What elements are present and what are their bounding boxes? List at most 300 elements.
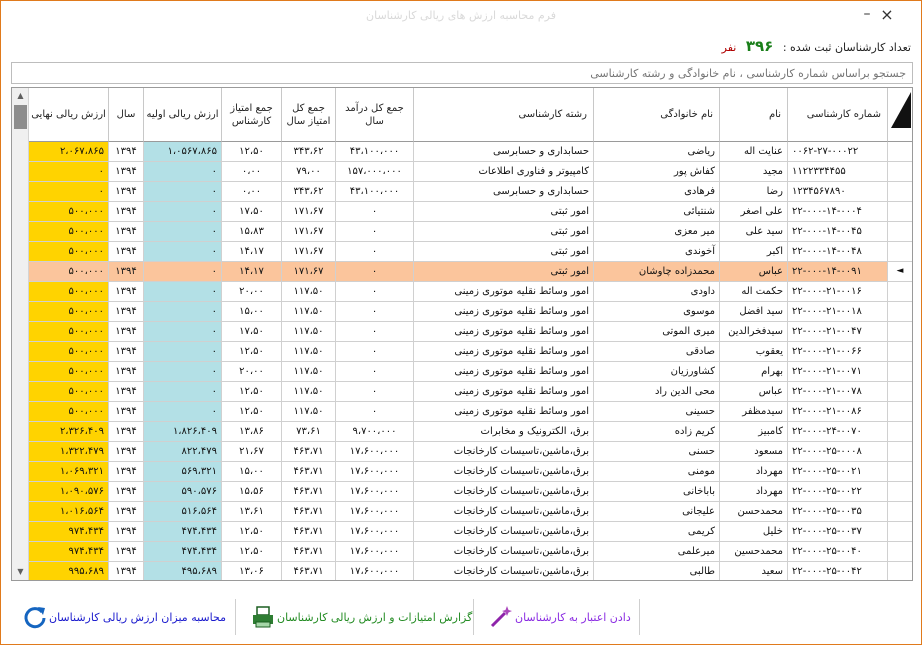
cell-id[interactable]: ۲۲-۰۰۰-۲۵-۰۰۴۲ [788,562,888,581]
cell-field[interactable]: امور وسائط نقلیه موتوری زمینی [414,362,594,382]
cell-last[interactable]: فرهادی [594,182,720,202]
cell-id[interactable]: ۲۲-۰۰۰-۱۴-۰۰۴۸ [788,242,888,262]
cell-field[interactable]: برق،ماشین،تاسیسات کارخانجات [414,482,594,502]
scroll-up-icon[interactable]: ▲ [17,91,24,100]
cell-first[interactable]: سعید [720,562,788,581]
cell-score-year[interactable]: ۱۱۷،۵۰ [282,382,336,402]
vertical-scrollbar[interactable] [12,88,29,580]
table-row[interactable] [29,162,912,182]
cell-base-value[interactable]: ۰ [144,242,222,262]
registered-count [601,37,911,57]
cell-income[interactable]: ۹،۷۰۰،۰۰۰ [336,422,414,442]
table-row[interactable] [29,462,912,482]
cell-field[interactable]: برق،ماشین،تاسیسات کارخانجات [414,442,594,462]
cell-income[interactable]: ۰ [336,222,414,242]
cell-income[interactable]: ۱۷،۶۰۰،۰۰۰ [336,542,414,562]
row-header[interactable] [888,342,912,362]
cell-id[interactable]: ۲۲-۰۰۰-۲۵-۰۰۲۱ [788,462,888,482]
cell-first[interactable]: یعقوب [720,342,788,362]
cell-final-value[interactable]: ۲،۳۲۶،۴۰۹ [29,422,109,442]
cell-last[interactable]: کریم زاده [594,422,720,442]
cell-year[interactable]: ۱۳۹۴ [109,262,144,282]
cell-id[interactable]: ۲۲-۰۰۰-۱۴-۰۰۹۱ [788,262,888,282]
cell-id[interactable]: ۲۲-۰۰۰-۲۵-۰۰۳۷ [788,522,888,542]
cell-score-year[interactable]: ۱۷۱،۶۷ [282,202,336,222]
cell-income[interactable]: ۱۷،۶۰۰،۰۰۰ [336,562,414,581]
column-header-income[interactable]: جمع کل درآمد سال [336,88,414,142]
row-header[interactable] [888,502,912,522]
cell-score-year[interactable]: ۴۶۳،۷۱ [282,522,336,542]
cell-last[interactable]: کشاورزیان [594,362,720,382]
table-row[interactable] [29,342,912,362]
cell-field[interactable]: حسابداری و حسابرسی [414,182,594,202]
row-header[interactable] [888,302,912,322]
table-row[interactable] [29,222,912,242]
cell-id[interactable]: ۱۲۳۴۵۶۷۸۹۰ [788,182,888,202]
row-header[interactable] [888,442,912,462]
column-header-final-value[interactable]: ارزش ریالی نهایی [29,88,109,142]
cell-last[interactable]: میر معزی [594,222,720,242]
table-row[interactable] [29,202,912,222]
cell-score-expert[interactable]: ۱۴،۱۷ [222,262,282,282]
cell-score-year[interactable]: ۱۱۷،۵۰ [282,282,336,302]
cell-first[interactable]: سیدمظفر [720,402,788,422]
cell-field[interactable]: امور وسائط نقلیه موتوری زمینی [414,282,594,302]
row-pointer-icon[interactable]: ◄ [888,262,912,282]
cell-score-expert[interactable]: ۱۴،۱۷ [222,242,282,262]
cell-final-value[interactable]: ۵۰۰،۰۰۰ [29,202,109,222]
cell-income[interactable]: ۰ [336,382,414,402]
cell-base-value[interactable]: ۰ [144,162,222,182]
column-header-score-expert[interactable]: جمع امتیاز کارشناس [222,88,282,142]
cell-score-expert[interactable]: ۱۲،۵۰ [222,142,282,162]
cell-final-value[interactable]: ۱،۰۱۶،۵۶۴ [29,502,109,522]
table-row[interactable] [29,282,912,302]
cell-first[interactable]: بهرام [720,362,788,382]
row-header[interactable] [888,362,912,382]
cell-year[interactable]: ۱۳۹۴ [109,422,144,442]
cell-base-value[interactable]: ۰ [144,262,222,282]
row-header[interactable] [888,282,912,302]
cell-score-expert[interactable]: ۱۵،۰۰ [222,462,282,482]
cell-score-year[interactable]: ۴۶۳،۷۱ [282,462,336,482]
cell-field[interactable]: برق،ماشین،تاسیسات کارخانجات [414,462,594,482]
table-row[interactable] [29,482,912,502]
cell-score-expert[interactable]: ۱۵،۰۰ [222,302,282,322]
cell-last[interactable]: طالبی [594,562,720,581]
cell-last[interactable]: حسینی [594,402,720,422]
cell-last[interactable]: میری الموتی [594,322,720,342]
cell-id[interactable]: ۲۲-۰۰۰-۲۱-۰۰۶۶ [788,342,888,362]
row-header[interactable] [888,522,912,542]
cell-year[interactable]: ۱۳۹۴ [109,142,144,162]
cell-id[interactable]: ۲۲-۰۰۰-۲۱-۰۰۷۸ [788,382,888,402]
cell-final-value[interactable]: ۵۰۰،۰۰۰ [29,342,109,362]
cell-score-year[interactable]: ۴۶۳،۷۱ [282,502,336,522]
cell-first[interactable]: کامبیز [720,422,788,442]
cell-first[interactable]: مسعود [720,442,788,462]
title-bar [1,1,921,31]
cell-score-expert[interactable]: ۲۰،۰۰ [222,282,282,302]
cell-id[interactable]: ۲۲-۰۰۰-۲۱-۰۰۱۸ [788,302,888,322]
cell-base-value[interactable]: ۰ [144,402,222,422]
cell-final-value[interactable]: ۹۷۴،۴۳۴ [29,522,109,542]
cell-last[interactable]: باباخانی [594,482,720,502]
cell-score-expert[interactable]: ۱۷،۵۰ [222,322,282,342]
cell-last[interactable]: داودی [594,282,720,302]
cell-year[interactable]: ۱۳۹۴ [109,482,144,502]
cell-base-value[interactable]: ۰ [144,202,222,222]
cell-year[interactable]: ۱۳۹۴ [109,462,144,482]
cell-last[interactable]: مومنی [594,462,720,482]
refresh-icon [21,603,49,631]
cell-income[interactable]: ۱۵۷،۰۰۰،۰۰۰ [336,162,414,182]
cell-final-value[interactable]: ۵۰۰،۰۰۰ [29,222,109,242]
cell-last[interactable]: آخوندی [594,242,720,262]
cell-final-value[interactable]: ۱،۰۹۰،۵۷۶ [29,482,109,502]
cell-year[interactable]: ۱۳۹۴ [109,362,144,382]
cell-base-value[interactable]: ۰ [144,342,222,362]
cell-final-value[interactable]: ۰ [29,162,109,182]
cell-final-value[interactable]: ۵۰۰،۰۰۰ [29,322,109,342]
row-header[interactable] [888,242,912,262]
table-row[interactable] [29,362,912,382]
cell-income[interactable]: ۴۳،۱۰۰،۰۰۰ [336,142,414,162]
button-separator [473,599,474,635]
cell-final-value[interactable]: ۰ [29,182,109,202]
button-separator [235,599,236,635]
table-row[interactable] [29,422,912,442]
cell-year[interactable]: ۱۳۹۴ [109,162,144,182]
cell-score-year[interactable]: ۱۱۷،۵۰ [282,302,336,322]
cell-last[interactable]: کریمی [594,522,720,542]
cell-id[interactable]: ۲۲-۰۰۰-۲۱-۰۰۸۶ [788,402,888,422]
cell-base-value[interactable]: ۰ [144,362,222,382]
cell-first[interactable]: خلیل [720,522,788,542]
cell-field[interactable]: برق، الکترونیک و مخابرات [414,422,594,442]
cell-score-expert[interactable]: ۲۱،۶۷ [222,442,282,462]
report-button[interactable] [243,597,472,637]
cell-score-expert[interactable]: ۱۵،۵۶ [222,482,282,502]
count-label: تعداد کارشناسان ثبت شده : [782,41,911,54]
row-header[interactable] [888,182,912,202]
cell-base-value[interactable]: ۰ [144,222,222,242]
experts-grid[interactable] [11,87,913,581]
cell-year[interactable]: ۱۳۹۴ [109,522,144,542]
cell-id[interactable]: ۲۲-۰۰۰-۲۵-۰۰۳۵ [788,502,888,522]
cell-first[interactable]: اکبر [720,242,788,262]
cell-base-value[interactable]: ۴۷۴،۴۳۴ [144,522,222,542]
cell-final-value[interactable]: ۲،۰۶۷،۸۶۵ [29,142,109,162]
cell-last[interactable]: کفاش پور [594,162,720,182]
cell-first[interactable]: عنایت اله [720,142,788,162]
row-header[interactable] [888,402,912,422]
cell-score-year[interactable]: ۱۷۱،۶۷ [282,222,336,242]
cell-income[interactable]: ۰ [336,282,414,302]
cell-score-expert[interactable]: ۱۳،۸۶ [222,422,282,442]
cell-field[interactable]: امور ثبتی [414,242,594,262]
cell-first[interactable]: سید افضل [720,302,788,322]
row-header[interactable] [888,142,912,162]
cell-final-value[interactable]: ۵۰۰،۰۰۰ [29,402,109,422]
row-header[interactable] [888,562,912,581]
cell-last[interactable]: صادقی [594,342,720,362]
scroll-down-icon[interactable]: ▼ [17,567,24,576]
cell-id[interactable]: ۲۲-۰۰۰-۲۵-۰۰۴۰ [788,542,888,562]
grid-corner[interactable] [888,88,912,142]
cell-base-value[interactable]: ۰ [144,282,222,302]
cell-last[interactable]: ریاضی [594,142,720,162]
cell-last[interactable]: محی الدین راد [594,382,720,402]
row-header[interactable] [888,382,912,402]
cell-id[interactable]: ۲۲-۰۰۰-۱۴-۰۰۰۴ [788,202,888,222]
cell-year[interactable]: ۱۳۹۴ [109,182,144,202]
cell-year[interactable]: ۱۳۹۴ [109,322,144,342]
cell-year[interactable]: ۱۳۹۴ [109,242,144,262]
cell-final-value[interactable]: ۵۰۰،۰۰۰ [29,362,109,382]
cell-last[interactable]: علیجانی [594,502,720,522]
cell-income[interactable]: ۰ [336,262,414,282]
cell-final-value[interactable]: ۱،۰۶۹،۳۲۱ [29,462,109,482]
cell-score-year[interactable]: ۳۴۳،۶۲ [282,142,336,162]
cell-base-value[interactable]: ۰ [144,322,222,342]
cell-final-value[interactable]: ۵۰۰،۰۰۰ [29,382,109,402]
cell-base-value[interactable]: ۱،۰۵۶۷،۸۶۵ [144,142,222,162]
cell-score-year[interactable]: ۴۶۳،۷۱ [282,482,336,502]
scroll-thumb[interactable] [14,105,27,129]
cell-last[interactable]: حسنی [594,442,720,462]
cell-first[interactable]: سیدفخرالدین [720,322,788,342]
table-row[interactable] [29,142,912,162]
cell-score-year[interactable]: ۷۳،۶۱ [282,422,336,442]
cell-final-value[interactable]: ۵۰۰،۰۰۰ [29,302,109,322]
cell-first[interactable]: عباس [720,262,788,282]
cell-year[interactable]: ۱۳۹۴ [109,402,144,422]
cell-first[interactable]: محمدحسین [720,542,788,562]
cell-score-year[interactable]: ۱۱۷،۵۰ [282,402,336,422]
cell-year[interactable]: ۱۳۹۴ [109,442,144,462]
cell-score-year[interactable]: ۱۱۷،۵۰ [282,322,336,342]
cell-score-expert[interactable]: ۱۳،۰۶ [222,562,282,581]
search-input[interactable] [11,62,913,84]
table-row[interactable] [29,302,912,322]
cell-field[interactable]: برق،ماشین،تاسیسات کارخانجات [414,522,594,542]
cell-final-value[interactable]: ۵۰۰،۰۰۰ [29,242,109,262]
cell-year[interactable]: ۱۳۹۴ [109,562,144,581]
cell-field[interactable]: امور وسائط نقلیه موتوری زمینی [414,402,594,422]
cell-final-value[interactable]: ۹۹۵،۶۸۹ [29,562,109,581]
cell-year[interactable]: ۱۳۹۴ [109,202,144,222]
cell-id[interactable]: ۲۲-۰۰۰-۲۵-۰۰۰۸ [788,442,888,462]
cell-year[interactable]: ۱۳۹۴ [109,282,144,302]
cell-field[interactable]: حسابداری و حسابرسی [414,142,594,162]
cell-base-value[interactable]: ۰ [144,382,222,402]
cell-score-expert[interactable]: ۱۲،۵۰ [222,382,282,402]
cell-year[interactable]: ۱۳۹۴ [109,502,144,522]
column-header-field[interactable]: رشته کارشناسی [414,88,594,142]
cell-score-year[interactable]: ۴۶۳،۷۱ [282,562,336,581]
cell-id[interactable]: ۲۲-۰۰۰-۲۴-۰۰۷۰ [788,422,888,442]
table-row[interactable] [29,322,912,342]
cell-first[interactable]: سید علی [720,222,788,242]
cell-year[interactable]: ۱۳۹۴ [109,302,144,322]
cell-income[interactable]: ۱۷،۶۰۰،۰۰۰ [336,502,414,522]
table-row[interactable] [29,562,912,581]
cell-score-expert[interactable]: ۱۷،۵۰ [222,202,282,222]
table-row[interactable] [29,242,912,262]
table-row[interactable] [29,542,912,562]
cell-base-value[interactable]: ۰ [144,302,222,322]
cell-income[interactable]: ۰ [336,402,414,422]
row-header[interactable] [888,542,912,562]
cell-income[interactable]: ۱۷،۶۰۰،۰۰۰ [336,442,414,462]
cell-score-expert[interactable]: ۲۰،۰۰ [222,362,282,382]
column-header-year[interactable]: سال [109,88,144,142]
column-header-id[interactable]: شماره کارشناسی [788,88,888,142]
cell-last[interactable]: میرعلمی [594,542,720,562]
table-row[interactable] [29,402,912,422]
credit-button[interactable] [481,597,631,637]
cell-score-expert[interactable]: ۱۲،۵۰ [222,402,282,422]
cell-field[interactable]: امور وسائط نقلیه موتوری زمینی [414,322,594,342]
column-header-last[interactable]: نام خانوادگی [594,88,720,142]
cell-income[interactable]: ۴۳،۱۰۰،۰۰۰ [336,182,414,202]
cell-income[interactable]: ۰ [336,322,414,342]
close-button[interactable]: × [880,5,894,24]
cell-first[interactable]: مهرداد [720,462,788,482]
cell-first[interactable]: عباس [720,382,788,402]
cell-base-value[interactable]: ۱،۸۲۶،۴۰۹ [144,422,222,442]
minimize-button[interactable]: – [863,6,871,22]
row-header[interactable] [888,462,912,482]
cell-base-value[interactable]: ۸۲۲،۴۷۹ [144,442,222,462]
cell-income[interactable]: ۱۷،۶۰۰،۰۰۰ [336,462,414,482]
cell-field[interactable]: امور وسائط نقلیه موتوری زمینی [414,382,594,402]
cell-field[interactable]: کامپیوتر و فناوری اطلاعات [414,162,594,182]
row-header[interactable] [888,202,912,222]
table-row[interactable] [29,522,912,542]
action-bar [1,593,921,645]
cell-income[interactable]: ۱۷،۶۰۰،۰۰۰ [336,482,414,502]
cell-score-year[interactable]: ۴۶۳،۷۱ [282,442,336,462]
cell-first[interactable]: محمدحسن [720,502,788,522]
cell-income[interactable]: ۰ [336,202,414,222]
cell-id[interactable]: ۲۲-۰۰۰-۲۱-۰۰۷۱ [788,362,888,382]
cell-id[interactable]: ۱۱۲۲۳۳۴۴۵۵ [788,162,888,182]
calculate-button[interactable] [15,597,226,637]
cell-first[interactable]: رضا [720,182,788,202]
row-header[interactable] [888,422,912,442]
cell-score-expert[interactable]: ۱۲،۵۰ [222,542,282,562]
cell-field[interactable]: امور وسائط نقلیه موتوری زمینی [414,342,594,362]
table-row[interactable] [29,442,912,462]
table-row[interactable] [29,382,912,402]
window-title: فرم محاسبه ارزش های ریالی کارشناسان [366,9,556,22]
cell-first[interactable]: علی اصغر [720,202,788,222]
cell-final-value[interactable]: ۱،۳۲۲،۴۷۹ [29,442,109,462]
cell-field[interactable]: امور ثبتی [414,202,594,222]
row-header[interactable] [888,162,912,182]
table-row-selected[interactable] [29,262,912,282]
cell-field[interactable]: امور وسائط نقلیه موتوری زمینی [414,302,594,322]
cell-income[interactable]: ۰ [336,362,414,382]
count-value: ۳۹۶ [745,37,774,55]
cell-field[interactable]: امور ثبتی [414,262,594,282]
cell-score-year[interactable]: ۱۷۱،۶۷ [282,242,336,262]
cell-score-expert[interactable]: ۱۲،۵۰ [222,522,282,542]
cell-first[interactable]: مجید [720,162,788,182]
row-header[interactable] [888,222,912,242]
column-header-base-value[interactable]: ارزش ریالی اولیه [144,88,222,142]
cell-base-value[interactable]: ۴۹۵،۶۸۹ [144,562,222,581]
cell-income[interactable]: ۰ [336,302,414,322]
cell-last[interactable]: موسوی [594,302,720,322]
cell-year[interactable]: ۱۳۹۴ [109,382,144,402]
cell-score-expert[interactable]: ۰،۰۰ [222,162,282,182]
cell-id[interactable]: ۲۲-۰۰۰-۲۵-۰۰۲۲ [788,482,888,502]
cell-year[interactable]: ۱۳۹۴ [109,342,144,362]
cell-score-expert[interactable]: ۱۵،۸۳ [222,222,282,242]
magic-wand-icon [487,603,515,631]
cell-field[interactable]: برق،ماشین،تاسیسات کارخانجات [414,502,594,522]
cell-last[interactable]: محمدزاده چاوشان [594,262,720,282]
cell-id[interactable]: ۲۲-۰۰۰-۲۱-۰۰۱۶ [788,282,888,302]
cell-id[interactable]: ۲۲-۰۰۰-۱۴-۰۰۴۵ [788,222,888,242]
cell-base-value[interactable]: ۴۷۴،۴۳۴ [144,542,222,562]
cell-last[interactable]: شنتیائی [594,202,720,222]
cell-year[interactable]: ۱۳۹۴ [109,542,144,562]
cell-income[interactable]: ۰ [336,242,414,262]
button-separator [639,599,640,635]
cell-score-year[interactable]: ۱۱۷،۵۰ [282,342,336,362]
cell-first[interactable]: مهرداد [720,482,788,502]
cell-field[interactable]: امور ثبتی [414,222,594,242]
cell-income[interactable]: ۰ [336,342,414,362]
cell-base-value[interactable]: ۵۶۹،۳۲۱ [144,462,222,482]
row-header[interactable] [888,482,912,502]
table-row[interactable] [29,182,912,202]
cell-id[interactable]: ۲۲-۰۰۰-۲۱-۰۰۴۷ [788,322,888,342]
cell-final-value[interactable]: ۵۰۰،۰۰۰ [29,282,109,302]
calculate-label: محاسبه میزان ارزش ریالی کارشناسان [49,610,226,624]
cell-field[interactable]: برق،ماشین،تاسیسات کارخانجات [414,542,594,562]
cell-score-expert[interactable]: ۰،۰۰ [222,182,282,202]
column-header-score-year[interactable]: جمع کل امتیاز سال [282,88,336,142]
printer-icon [249,603,277,631]
cell-score-year[interactable]: ۴۶۳،۷۱ [282,542,336,562]
cell-score-year[interactable]: ۷۹،۰۰ [282,162,336,182]
cell-id[interactable]: ۰۰۶۲-۲۷-۰۰۰۲۲ [788,142,888,162]
cell-score-expert[interactable]: ۱۲،۵۰ [222,342,282,362]
table-row[interactable] [29,502,912,522]
cell-base-value[interactable]: ۵۱۶،۵۶۴ [144,502,222,522]
cell-final-value[interactable]: ۹۷۴،۴۳۴ [29,542,109,562]
cell-base-value[interactable]: ۰ [144,182,222,202]
column-header-first[interactable]: نام [720,88,788,142]
cell-score-year[interactable]: ۱۷۱،۶۷ [282,262,336,282]
count-unit: نفر [721,41,737,54]
cell-first[interactable]: حکمت اله [720,282,788,302]
cell-field[interactable]: برق،ماشین،تاسیسات کارخانجات [414,562,594,581]
cell-income[interactable]: ۱۷،۶۰۰،۰۰۰ [336,522,414,542]
cell-score-year[interactable]: ۳۴۳،۶۲ [282,182,336,202]
cell-final-value[interactable]: ۵۰۰،۰۰۰ [29,262,109,282]
cell-base-value[interactable]: ۵۹۰،۵۷۶ [144,482,222,502]
cell-score-expert[interactable]: ۱۳،۶۱ [222,502,282,522]
row-header[interactable] [888,322,912,342]
cell-score-year[interactable]: ۱۱۷،۵۰ [282,362,336,382]
cell-year[interactable]: ۱۳۹۴ [109,222,144,242]
